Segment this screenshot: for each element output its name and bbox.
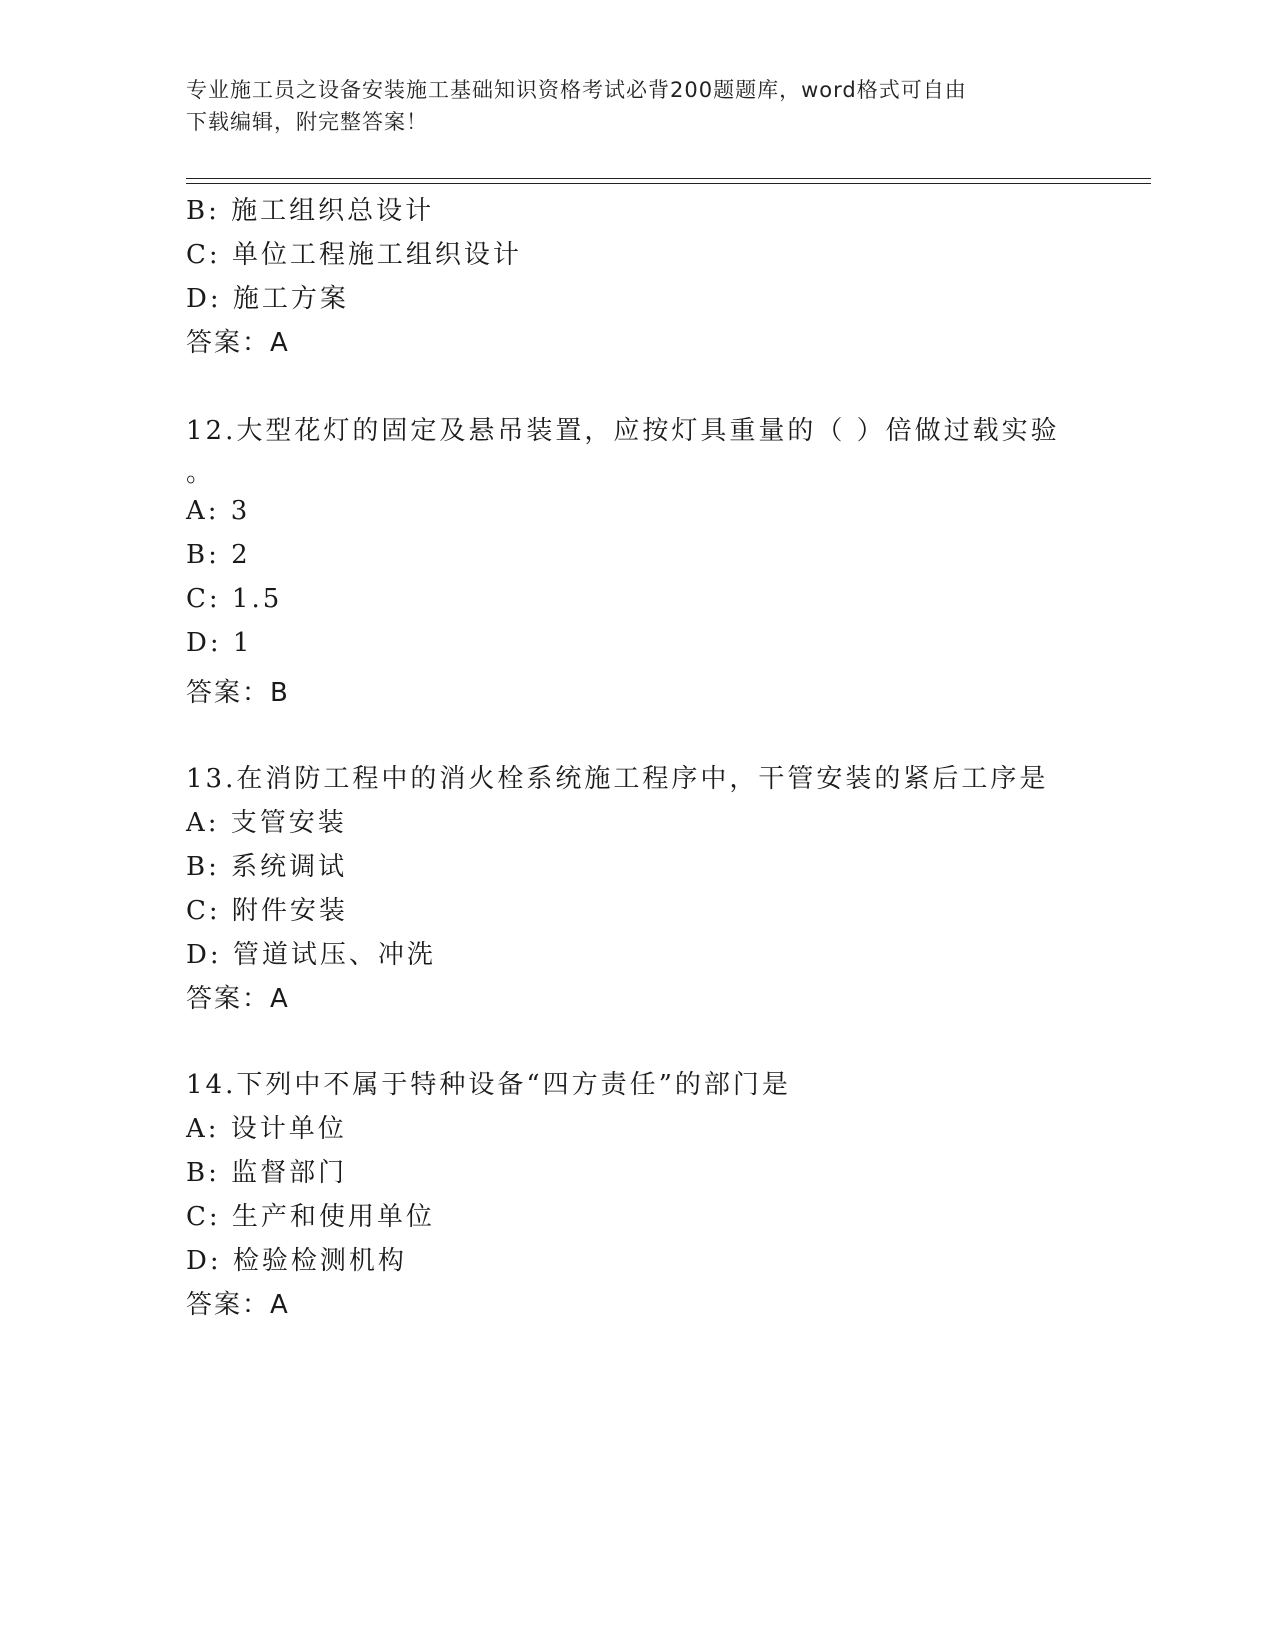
option-a: A: 支管安装 — [186, 808, 347, 838]
header-title-line-1: 专业施工员之设备安装施工基础知识资格考试必背200题题库，word格式可自由 — [186, 78, 967, 102]
option-d: D: 施工方案 — [186, 284, 349, 314]
answer-line: 答案：A — [186, 984, 290, 1014]
option-d: D: 1 — [186, 628, 253, 658]
question-12-stem-continuation: 。 — [186, 458, 216, 488]
answer-line: 答案：A — [186, 328, 290, 358]
option-c: C: 生产和使用单位 — [186, 1202, 435, 1232]
question-12-stem: 12.大型花灯的固定及悬吊装置，应按灯具重量的（ ）倍做过载实验 — [186, 416, 1060, 446]
option-b: B: 系统调试 — [186, 852, 348, 882]
option-d: D: 管道试压、冲洗 — [186, 940, 436, 970]
question-14-stem: 14.下列中不属于特种设备“四方责任”的部门是 — [186, 1070, 791, 1100]
option-c: C: 附件安装 — [186, 896, 348, 926]
option-b: B: 2 — [186, 540, 251, 570]
option-a: A: 设计单位 — [186, 1114, 347, 1144]
header-divider-bottom — [186, 183, 1151, 184]
answer-line: 答案：A — [186, 1290, 290, 1320]
header-title-line-2: 下载编辑，附完整答案！ — [186, 110, 428, 134]
option-b: B: 施工组织总设计 — [186, 196, 435, 226]
header-divider-top — [186, 178, 1151, 179]
option-c: C: 1.5 — [186, 584, 283, 614]
question-13-stem: 13.在消防工程中的消火栓系统施工程序中，干管安装的紧后工序是 — [186, 764, 1049, 794]
answer-line: 答案：B — [186, 678, 290, 708]
option-b: B: 监督部门 — [186, 1158, 348, 1188]
page-header — [186, 74, 1066, 138]
option-a: A: 3 — [186, 496, 251, 526]
option-d: D: 检验检测机构 — [186, 1246, 407, 1276]
option-c: C: 单位工程施工组织设计 — [186, 240, 522, 270]
